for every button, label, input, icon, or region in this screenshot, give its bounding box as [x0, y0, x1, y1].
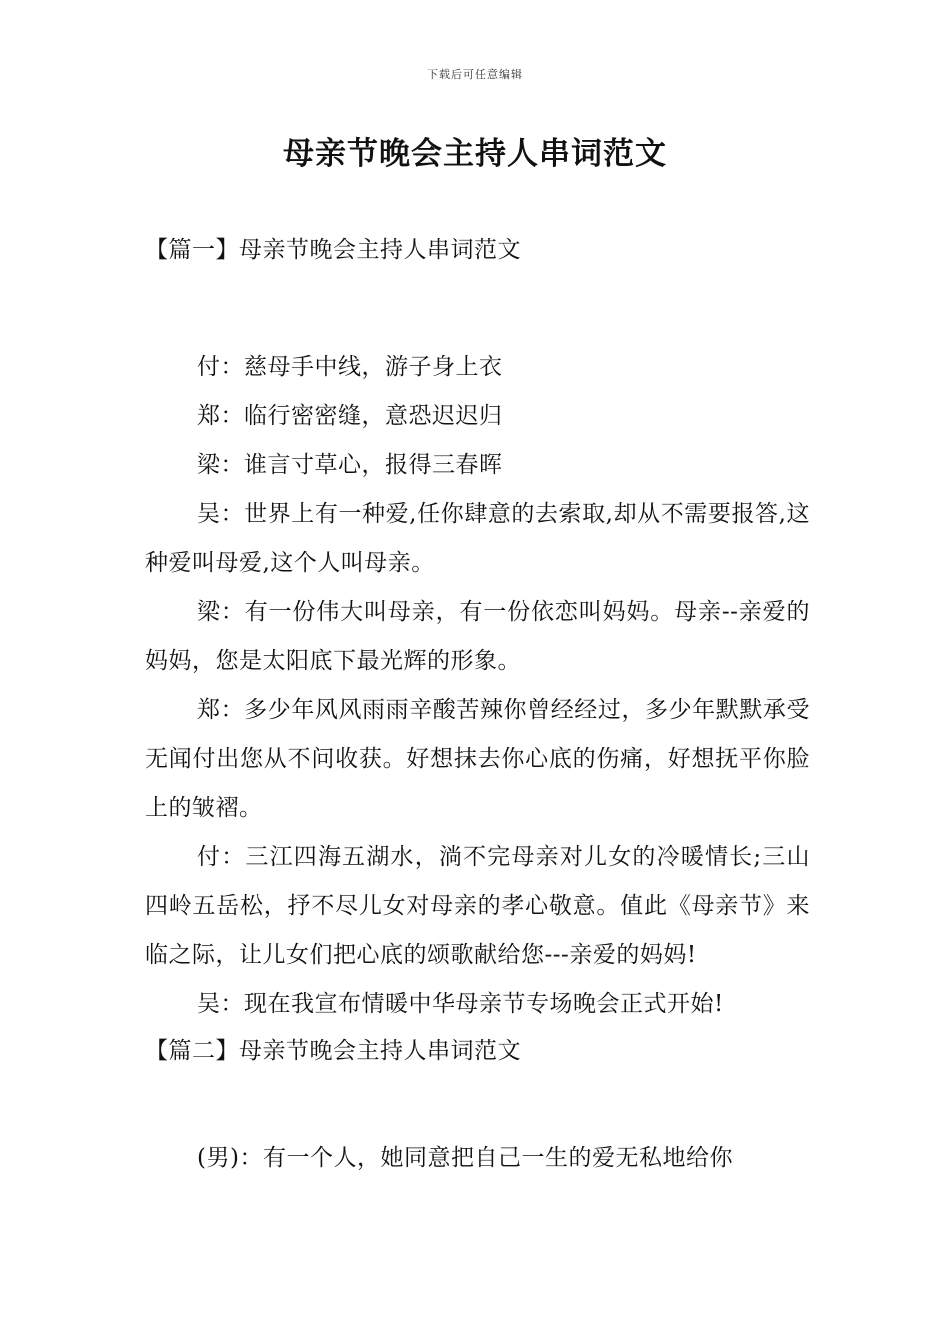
paragraph: 吴：世界上有一种爱,任你肆意的去索取,却从不需要报答,这种爱叫母爱,这个人叫母亲。 — [145, 501, 810, 576]
section-heading-2: 【篇二】母亲节晚会主持人串词范文 — [145, 1038, 521, 1064]
paragraph: 郑：临行密密缝，意恐迟迟归 — [197, 403, 503, 429]
paragraph: 付：三江四海五湖水，淌不完母亲对儿女的冷暖情长;三山四岭五岳松，抒不尽儿女对母亲的孝心敬意。值此《母亲节》来临之际，让儿女们把心底的颂歌献给您---亲爱的妈妈! — [145, 844, 810, 968]
paragraph: 梁：有一份伟大叫母亲，有一份依恋叫妈妈。母亲--亲爱的妈妈，您是太阳底下最光辉的形象。 — [145, 599, 810, 674]
document-body — [145, 228, 810, 1183]
paragraph: (男)：有一个人，她同意把自己一生的爱无私地给你 — [197, 1145, 733, 1171]
paragraph: 郑：多少年风风雨雨辛酸苦辣你曾经经过，多少年默默承受无闻付出您从不问收获。好想抹去你心底的伤痛，好想抚平你脸上的皱褶。 — [145, 697, 810, 821]
document-title: 母亲节晚会主持人串词范文 — [283, 136, 667, 172]
paragraph: 吴：现在我宣布情暖中华母亲节专场晚会正式开始! — [197, 991, 724, 1017]
header-note: 下载后可任意编辑 — [427, 68, 523, 81]
section-heading-1: 【篇一】母亲节晚会主持人串词范文 — [145, 237, 521, 263]
spacer — [145, 1073, 810, 1134]
spacer — [145, 272, 810, 343]
paragraph: 付：慈母手中线，游子身上衣 — [197, 354, 503, 380]
paragraph: 梁：谁言寸草心，报得三春晖 — [197, 452, 503, 478]
